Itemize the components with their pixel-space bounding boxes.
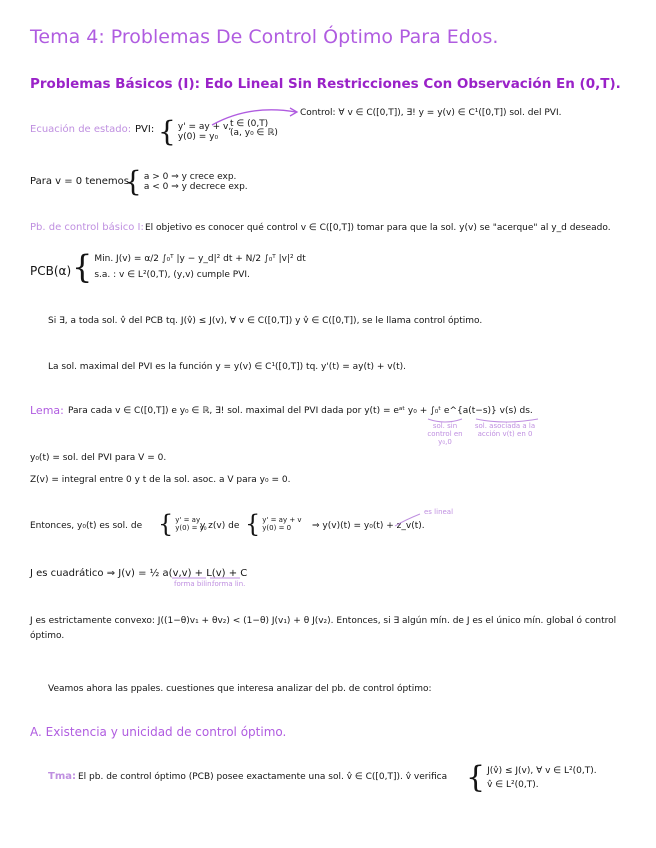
lema-note-accion: sol. asociada a la acción v(t) en 0 (474, 422, 536, 439)
teorema-label: Tma: (48, 771, 76, 782)
cuadratico-note-lin: forma lin. (212, 580, 246, 588)
lema-note-sin-control: sol. sin control en y₀,0 (427, 422, 463, 447)
brace-icon: { (466, 760, 486, 795)
cuadratico-text: J es cuadrático ⇒ J(v) = ½ a(v,v) + L(v) + C (30, 568, 248, 579)
entonces-sys1-line2: y(0) = y₀ (175, 524, 207, 532)
si-existe-text: Si ∃, a toda sol. v̂ del PCB tq. J(v̂) ≤ J(v), ∀ v ∈ C([0,T]) y v̂ ∈ C([0,T]), se le llama control óptimo. (48, 316, 483, 326)
cuadratico-note-bilin: forma bilin. (174, 580, 214, 588)
page-title: Tema 4: Problemas De Control Óptimo Para Edos. (30, 26, 499, 48)
brace-icon: { (124, 165, 142, 198)
brace-icon: { (72, 248, 93, 286)
v0-lead: Para v = 0 tenemos (30, 176, 129, 187)
control-note: Control: ∀ v ∈ C([0,T]), ∃! y = y(v) ∈ C¹([0,T]) sol. del PVI. (300, 108, 562, 118)
veamos-text: Veamos ahora las ppales. cuestiones que interesa analizar del pb. de control óptimo: (48, 684, 432, 694)
teorema-line2: v̂ ∈ L²(0,T). (487, 779, 539, 790)
entonces-sys2-line2: y(0) = 0 (262, 524, 292, 532)
pvi-line2: y(0) = y₀ (177, 131, 219, 142)
entonces-result: ⇒ y(v)(t) = y₀(t) + z_v(t). (312, 521, 425, 531)
arrow-to-control-note (212, 110, 296, 125)
brace-under-lema-1 (428, 419, 462, 422)
pvi-label: PVI: (135, 124, 155, 135)
pb-basico-label: Pb. de control básico I: (30, 222, 144, 233)
arrow-es-lineal (395, 514, 420, 526)
subsection-a: A. Existencia y unicidad de control óptimo. (30, 725, 287, 739)
v0-line1: a > 0 ⇒ y crece exp. (143, 171, 237, 182)
pvi-line1-right: t ∈ (0,T) (230, 119, 269, 129)
entonces-mid: y z(v) de (200, 521, 240, 531)
entonces-note: es lineal (424, 508, 454, 516)
pcb-line1: Min. J(v) = α/2 ∫₀ᵀ |y − y_d|² dt + N/2 ∫₀ᵀ |v|² dt (94, 254, 306, 264)
teorema-text: El pb. de control óptimo (PCB) posee exactamente una sol. v̂ ∈ C([0,T]). v̂ verifica (78, 772, 448, 782)
brace-icon: { (158, 510, 174, 538)
convexo-text: J es estrictamente convexo: J((1−θ)v₁ + θv₂) < (1−θ) J(v₁) + θ J(v₂). Entonces, si ∃ algún mín. de J es el único mín. global ó control óptimo. (30, 616, 617, 642)
lema-text: Para cada v ∈ C([0,T]) e y₀ ∈ ℝ, ∃! sol. maximal del PVI dada por y(t) = eᵃᵗ y₀ + ∫₀ᵗ e^{a(t−s)} v(s) ds. (68, 406, 533, 416)
pvi-line1: y' = ay + v, (177, 121, 232, 132)
v0-line2: a < 0 ⇒ y decrece exp. (143, 181, 248, 192)
pcb-label: PCB(α) (30, 264, 72, 278)
y0-definition: y₀(t) = sol. del PVI para V = 0. (30, 453, 167, 463)
sol-maximal-text: La sol. maximal del PVI es la función y = y(v) ∈ C¹([0,T]) tq. y'(t) = ay(t) + v(t). (48, 362, 407, 372)
lema-label: Lema: (30, 404, 64, 417)
z-definition: Z(v) = integral entre 0 y t de la sol. asoc. a V para y₀ = 0. (30, 475, 291, 485)
brace-icon: { (158, 115, 176, 148)
brace-icon: { (245, 510, 261, 538)
pb-basico-text: El objetivo es conocer qué control v ∈ C([0,T]) tomar para que la sol. y(v) se "acerque" al y_d deseado. (145, 223, 611, 233)
teorema-line1: J(v̂) ≤ J(v), ∀ v ∈ L²(0,T). (487, 765, 597, 776)
entonces-lead: Entonces, y₀(t) es sol. de (30, 521, 143, 531)
pvi-line2-right: (a, y₀ ∈ ℝ) (230, 128, 278, 139)
section-heading: Problemas Básicos (I): Edo Lineal Sin Restricciones Con Observación En (0,T). (30, 76, 621, 92)
brace-under-lema-2 (476, 419, 538, 422)
entonces-sys1-line1: y' = ay (175, 516, 201, 524)
entonces-sys2-line1: y' = ay + v (262, 516, 302, 524)
estado-label: Ecuación de estado: (30, 124, 132, 135)
pcb-line2: s.a. : v ∈ L²(0,T), (y,v) cumple PVI. (94, 270, 250, 280)
